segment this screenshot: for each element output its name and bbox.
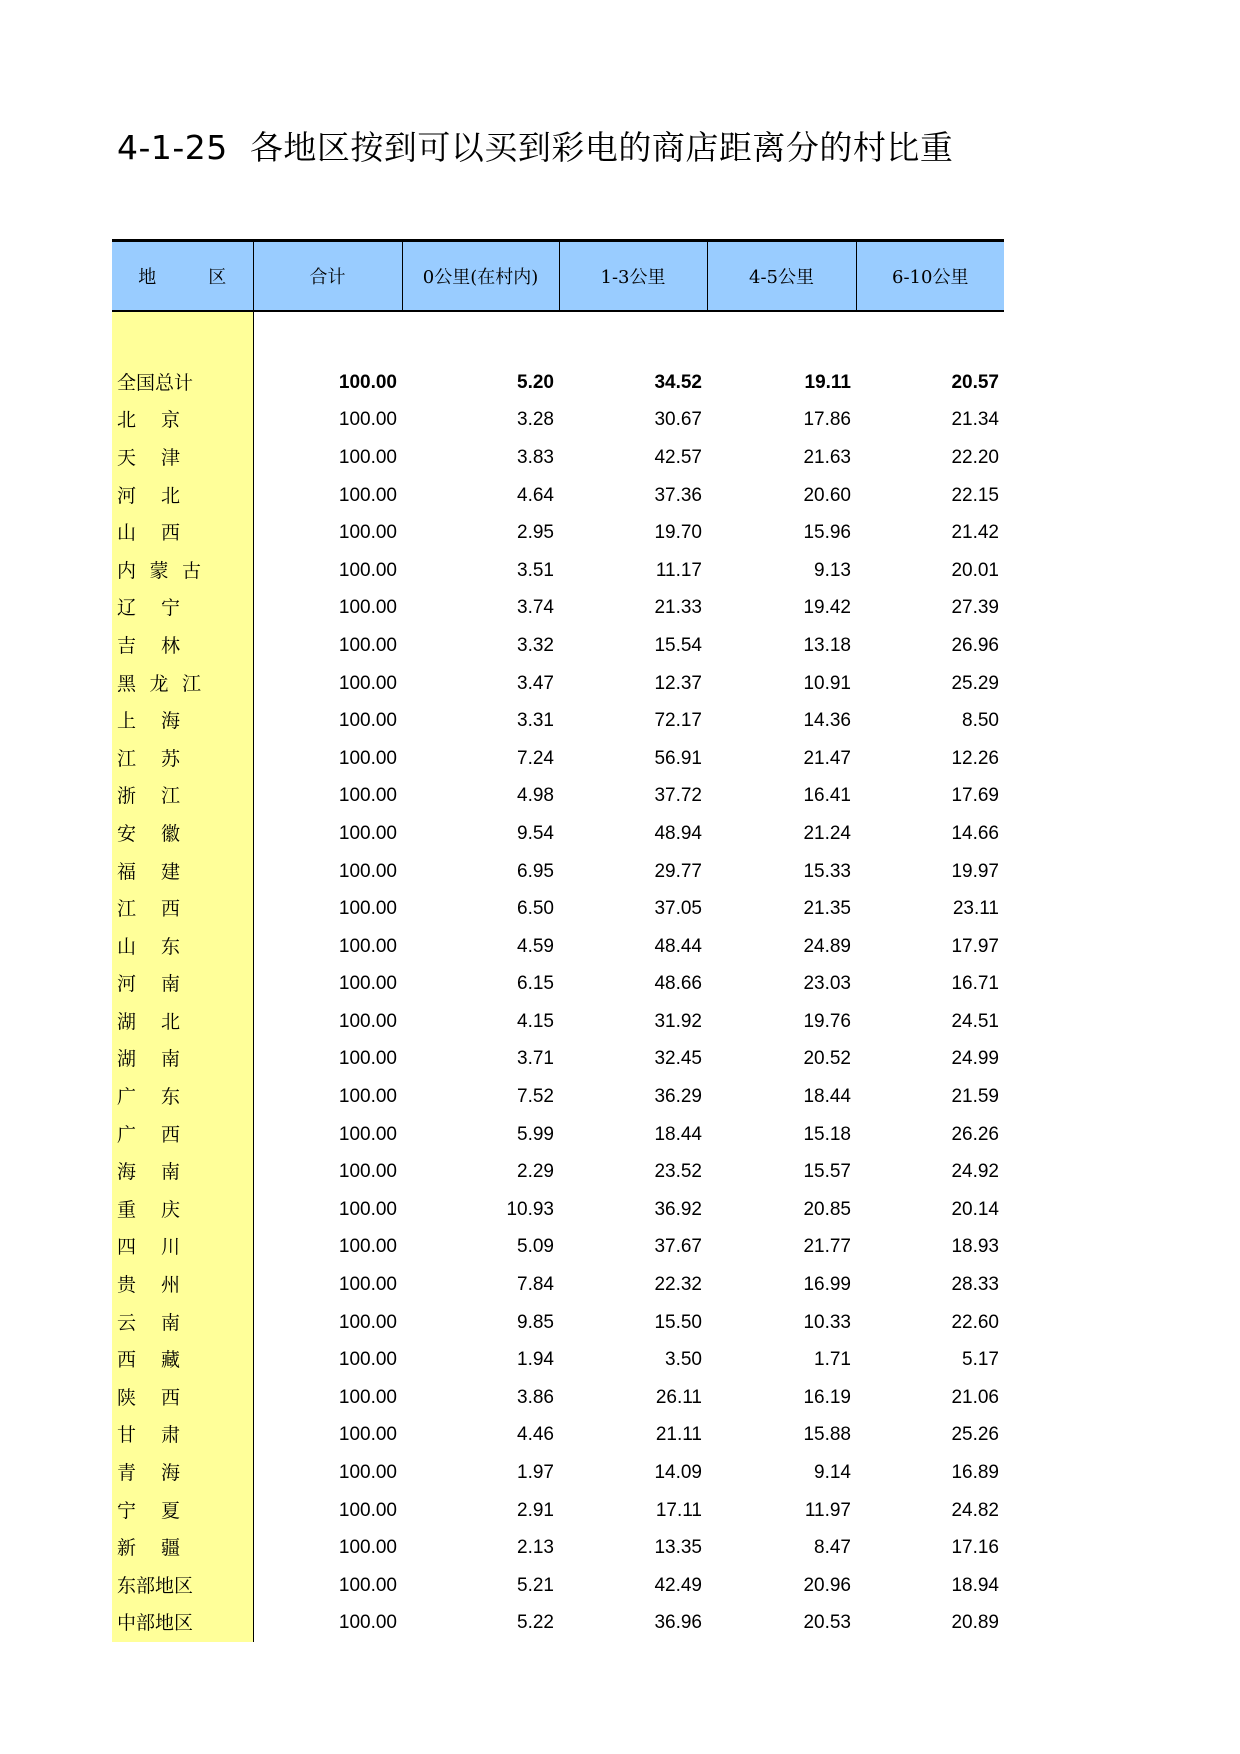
value-cell-total: 100.00 — [338, 1574, 397, 1596]
value-cell-d4-5: 19.11 — [804, 371, 851, 393]
region-cell — [112, 1266, 253, 1304]
table-row — [112, 402, 1004, 440]
region-cell — [112, 1379, 253, 1417]
value-cell-d6-10: 22.20 — [951, 446, 999, 468]
value-cell-total: 100.00 — [338, 1274, 397, 1296]
value-cell-d6-10: 24.92 — [951, 1161, 999, 1183]
value-cell-d1-3: 22.32 — [654, 1274, 702, 1296]
spacer-cell — [707, 311, 856, 364]
table-row — [112, 439, 1004, 477]
spacer-cell — [559, 311, 707, 364]
region-name: 重庆 — [117, 1198, 180, 1221]
value-cell-d4-5: 1.71 — [814, 1349, 851, 1371]
value-cell-d0: 4.46 — [517, 1424, 554, 1446]
table-row — [112, 590, 1004, 628]
region-name: 全国总计 — [117, 371, 194, 394]
table-row — [112, 1078, 1004, 1116]
value-cell-total: 100.00 — [338, 1161, 397, 1183]
data-table — [112, 239, 1004, 1642]
value-cell-d4-5: 19.42 — [803, 597, 851, 619]
value-cell-total: 100.00 — [338, 747, 397, 769]
region-cell — [112, 1003, 253, 1041]
region-cell — [112, 590, 253, 628]
table-row — [112, 665, 1004, 703]
value-cell-d1-3: 37.72 — [654, 785, 702, 807]
value-cell-total: 100.00 — [338, 1612, 397, 1634]
value-cell-d0: 3.28 — [517, 409, 554, 431]
table-row — [112, 1605, 1004, 1643]
value-cell-d4-5: 13.18 — [803, 634, 851, 656]
value-cell-d4-5: 16.19 — [803, 1386, 851, 1408]
region-cell — [112, 1605, 253, 1643]
value-cell-d6-10: 26.96 — [951, 634, 999, 656]
table-row — [112, 815, 1004, 853]
value-cell-d0: 6.15 — [517, 973, 554, 995]
region-cell — [112, 890, 253, 928]
value-cell-total: 100.00 — [338, 672, 397, 694]
value-cell-d0: 7.24 — [517, 747, 554, 769]
region-name: 中部地区 — [117, 1612, 194, 1635]
region-name: 北京 — [117, 409, 180, 432]
value-cell-d1-3: 18.44 — [654, 1123, 702, 1145]
value-cell-d6-10: 17.97 — [951, 935, 999, 957]
value-cell-d4-5: 10.33 — [803, 1311, 851, 1333]
spacer-cell — [856, 311, 1004, 364]
value-cell-d0: 4.98 — [517, 785, 554, 807]
value-cell-d0: 5.99 — [517, 1123, 554, 1145]
value-cell-d6-10: 20.57 — [951, 371, 999, 393]
region-cell — [112, 928, 253, 966]
region-name: 江苏 — [117, 747, 180, 770]
region-cell — [112, 1116, 253, 1154]
table-row — [112, 1116, 1004, 1154]
region-cell — [112, 1529, 253, 1567]
header-total: 合计 — [253, 241, 402, 312]
header-4-5km: 4-5公里 — [707, 241, 856, 312]
region-name: 浙江 — [117, 785, 180, 808]
table-row — [112, 514, 1004, 552]
value-cell-d0: 3.47 — [517, 672, 554, 694]
region-cell — [112, 1041, 253, 1079]
value-cell-d4-5: 21.47 — [803, 747, 851, 769]
value-cell-total: 100.00 — [338, 1499, 397, 1521]
value-cell-d6-10: 18.93 — [951, 1236, 999, 1258]
region-cell — [112, 402, 253, 440]
value-cell-total: 100.00 — [338, 1462, 397, 1484]
region-cell — [112, 1304, 253, 1342]
value-cell-d6-10: 20.89 — [951, 1612, 999, 1634]
value-cell-d1-3: 36.96 — [654, 1612, 702, 1634]
value-cell-total: 100.00 — [338, 634, 397, 656]
value-cell-d1-3: 34.52 — [654, 371, 702, 393]
value-cell-d1-3: 26.11 — [655, 1386, 702, 1408]
value-cell-d1-3: 56.91 — [654, 747, 702, 769]
region-cell — [112, 1492, 253, 1530]
value-cell-d6-10: 17.69 — [951, 785, 999, 807]
value-cell-d4-5: 14.36 — [803, 710, 851, 732]
value-cell-d0: 2.95 — [517, 522, 554, 544]
region-name: 天津 — [117, 446, 180, 469]
table-row — [112, 1567, 1004, 1605]
region-name: 云南 — [117, 1311, 180, 1334]
spacer-region-cell — [112, 311, 253, 364]
value-cell-d6-10: 14.66 — [951, 822, 999, 844]
value-cell-d4-5: 9.14 — [814, 1462, 851, 1484]
value-cell-d6-10: 26.26 — [951, 1123, 999, 1145]
value-cell-total: 100.00 — [338, 1010, 397, 1032]
value-cell-d1-3: 48.66 — [654, 973, 702, 995]
value-cell-d0: 1.94 — [517, 1349, 554, 1371]
value-cell-d1-3: 42.49 — [654, 1574, 702, 1596]
value-cell-d0: 3.32 — [517, 634, 554, 656]
value-cell-d0: 2.29 — [517, 1161, 554, 1183]
value-cell-total: 100.00 — [338, 1349, 397, 1371]
value-cell-d0: 3.51 — [517, 559, 554, 581]
value-cell-total: 100.00 — [338, 597, 397, 619]
table-row — [112, 740, 1004, 778]
region-cell — [112, 1567, 253, 1605]
value-cell-d0: 1.97 — [517, 1462, 554, 1484]
table-row — [112, 853, 1004, 891]
value-cell-d4-5: 20.53 — [803, 1612, 851, 1634]
value-cell-total: 100.00 — [338, 371, 397, 393]
value-cell-d0: 7.52 — [517, 1086, 554, 1108]
value-cell-d4-5: 21.24 — [803, 822, 851, 844]
value-cell-total: 100.00 — [338, 1198, 397, 1220]
value-cell-d6-10: 20.14 — [951, 1198, 999, 1220]
region-cell — [112, 1341, 253, 1379]
region-name: 湖南 — [117, 1048, 180, 1071]
region-name: 海南 — [117, 1161, 180, 1184]
value-cell-total: 100.00 — [338, 1537, 397, 1559]
table-row — [112, 627, 1004, 665]
value-cell-d0: 4.15 — [517, 1010, 554, 1032]
value-cell-d0: 3.71 — [517, 1048, 554, 1070]
region-cell — [112, 702, 253, 740]
region-name: 江西 — [117, 898, 180, 921]
value-cell-d0: 10.93 — [506, 1198, 554, 1220]
value-cell-d6-10: 21.34 — [951, 409, 999, 431]
value-cell-d4-5: 15.88 — [803, 1424, 851, 1446]
value-cell-d6-10: 27.39 — [951, 597, 999, 619]
value-cell-d4-5: 23.03 — [803, 973, 851, 995]
region-name: 宁夏 — [117, 1499, 180, 1522]
value-cell-total: 100.00 — [338, 973, 397, 995]
value-cell-total: 100.00 — [338, 409, 397, 431]
value-cell-total: 100.00 — [338, 1048, 397, 1070]
region-name: 辽宁 — [117, 597, 180, 620]
table-row — [112, 890, 1004, 928]
value-cell-d0: 3.74 — [517, 597, 554, 619]
value-cell-total: 100.00 — [338, 710, 397, 732]
region-cell — [112, 1078, 253, 1116]
spacer-cell — [253, 311, 402, 364]
value-cell-total: 100.00 — [338, 1123, 397, 1145]
value-cell-d0: 9.85 — [517, 1311, 554, 1333]
value-cell-d4-5: 16.41 — [803, 785, 851, 807]
region-name: 东部地区 — [117, 1574, 194, 1597]
header-region-part-b: 区 — [208, 267, 227, 288]
region-name: 河南 — [117, 973, 180, 996]
region-name: 陕西 — [117, 1386, 180, 1409]
value-cell-d1-3: 36.29 — [654, 1086, 702, 1108]
table-row — [112, 552, 1004, 590]
region-name: 新疆 — [117, 1537, 180, 1560]
value-cell-total: 100.00 — [338, 822, 397, 844]
region-cell — [112, 364, 253, 402]
region-name: 福建 — [117, 860, 180, 883]
value-cell-d6-10: 21.42 — [951, 522, 999, 544]
value-cell-d6-10: 17.16 — [951, 1537, 999, 1559]
value-cell-d1-3: 72.17 — [654, 710, 702, 732]
value-cell-d1-3: 36.92 — [654, 1198, 702, 1220]
region-cell — [112, 665, 253, 703]
value-cell-d1-3: 12.37 — [654, 672, 702, 694]
value-cell-d4-5: 20.85 — [803, 1198, 851, 1220]
value-cell-total: 100.00 — [338, 935, 397, 957]
value-cell-d0: 3.31 — [517, 710, 554, 732]
table-row — [112, 1492, 1004, 1530]
region-cell — [112, 815, 253, 853]
value-cell-d6-10: 25.26 — [951, 1424, 999, 1446]
region-name: 甘肃 — [117, 1424, 180, 1447]
value-cell-d6-10: 24.82 — [951, 1499, 999, 1521]
value-cell-d4-5: 10.91 — [803, 672, 851, 694]
region-name: 四川 — [117, 1236, 180, 1259]
value-cell-d1-3: 23.52 — [654, 1161, 702, 1183]
value-cell-d1-3: 3.50 — [665, 1349, 702, 1371]
region-cell — [112, 477, 253, 515]
region-cell — [112, 740, 253, 778]
value-cell-d6-10: 21.06 — [951, 1386, 999, 1408]
table-row — [112, 1191, 1004, 1229]
table-row — [112, 702, 1004, 740]
value-cell-d0: 5.21 — [517, 1574, 554, 1596]
region-name: 内蒙古 — [117, 559, 201, 582]
value-cell-d0: 3.83 — [517, 446, 554, 468]
value-cell-d1-3: 37.67 — [654, 1236, 702, 1258]
value-cell-d4-5: 24.89 — [803, 935, 851, 957]
value-cell-d0: 5.20 — [517, 371, 554, 393]
region-cell — [112, 1417, 253, 1455]
table-row — [112, 1529, 1004, 1567]
table-row — [112, 477, 1004, 515]
value-cell-d0: 5.22 — [517, 1612, 554, 1634]
value-cell-d0: 4.64 — [517, 484, 554, 506]
table-row — [112, 1304, 1004, 1342]
region-name: 黑龙江 — [117, 672, 201, 695]
value-cell-total: 100.00 — [338, 1424, 397, 1446]
value-cell-d0: 4.59 — [517, 935, 554, 957]
value-cell-d1-3: 21.11 — [655, 1424, 702, 1446]
region-name: 安徽 — [117, 822, 180, 845]
value-cell-total: 100.00 — [338, 446, 397, 468]
value-cell-d6-10: 24.99 — [951, 1048, 999, 1070]
table-row — [112, 966, 1004, 1004]
value-cell-d1-3: 48.44 — [654, 935, 702, 957]
region-cell — [112, 1229, 253, 1267]
region-name: 湖北 — [117, 1010, 180, 1033]
region-cell — [112, 966, 253, 1004]
region-name: 青海 — [117, 1462, 180, 1485]
value-cell-d6-10: 5.17 — [962, 1349, 999, 1371]
value-cell-d4-5: 20.60 — [803, 484, 851, 506]
value-cell-total: 100.00 — [338, 1386, 397, 1408]
region-cell — [112, 778, 253, 816]
region-name: 西藏 — [117, 1349, 180, 1372]
value-cell-d0: 3.86 — [517, 1386, 554, 1408]
table-row — [112, 364, 1004, 402]
value-cell-d4-5: 20.52 — [803, 1048, 851, 1070]
table-number: 4-1-25 — [117, 128, 228, 167]
value-cell-d6-10: 16.71 — [951, 973, 999, 995]
value-cell-d1-3: 37.05 — [654, 898, 702, 920]
value-cell-d1-3: 19.70 — [654, 522, 702, 544]
value-cell-d4-5: 9.13 — [814, 559, 851, 581]
value-cell-d0: 6.50 — [517, 898, 554, 920]
region-name: 山西 — [117, 522, 180, 545]
region-cell — [112, 514, 253, 552]
table-row — [112, 1041, 1004, 1079]
value-cell-d6-10: 21.59 — [951, 1086, 999, 1108]
region-name: 广东 — [117, 1086, 180, 1109]
value-cell-d4-5: 21.77 — [803, 1236, 851, 1258]
table-row — [112, 1266, 1004, 1304]
spacer-row — [112, 311, 1004, 364]
value-cell-d4-5: 11.97 — [804, 1499, 851, 1521]
value-cell-d1-3: 17.11 — [655, 1499, 702, 1521]
region-name: 贵州 — [117, 1274, 180, 1297]
value-cell-d6-10: 8.50 — [962, 710, 999, 732]
value-cell-d1-3: 13.35 — [654, 1537, 702, 1559]
value-cell-d4-5: 18.44 — [803, 1086, 851, 1108]
table-row — [112, 778, 1004, 816]
value-cell-d1-3: 30.67 — [654, 409, 702, 431]
region-name: 河北 — [117, 484, 180, 507]
value-cell-d6-10: 18.94 — [951, 1574, 999, 1596]
header-row — [112, 241, 1004, 312]
table-row — [112, 1341, 1004, 1379]
region-name: 山东 — [117, 935, 180, 958]
value-cell-total: 100.00 — [338, 522, 397, 544]
table-row — [112, 1153, 1004, 1191]
value-cell-total: 100.00 — [338, 1311, 397, 1333]
table-header — [112, 241, 1004, 312]
value-cell-d6-10: 24.51 — [951, 1010, 999, 1032]
header-6-10km: 6-10公里 — [856, 241, 1004, 312]
value-cell-d1-3: 48.94 — [654, 822, 702, 844]
table-row — [112, 1379, 1004, 1417]
value-cell-d6-10: 28.33 — [951, 1274, 999, 1296]
region-cell — [112, 853, 253, 891]
value-cell-d1-3: 21.33 — [654, 597, 702, 619]
header-1-3km: 1-3公里 — [559, 241, 707, 312]
value-cell-total: 100.00 — [338, 484, 397, 506]
table-row — [112, 1417, 1004, 1455]
value-cell-total: 100.00 — [338, 1086, 397, 1108]
region-name: 吉林 — [117, 634, 180, 657]
value-cell-d1-3: 37.36 — [654, 484, 702, 506]
value-cell-d6-10: 12.26 — [951, 747, 999, 769]
value-cell-d4-5: 8.47 — [814, 1537, 851, 1559]
header-region — [112, 241, 253, 312]
value-cell-d6-10: 23.11 — [952, 898, 999, 920]
table-title-text: 各地区按到可以买到彩电的商店距离分的村比重 — [249, 128, 954, 167]
region-cell — [112, 627, 253, 665]
value-cell-d6-10: 22.15 — [951, 484, 999, 506]
page-title — [117, 122, 953, 169]
value-cell-d6-10: 16.89 — [951, 1462, 999, 1484]
value-cell-d4-5: 15.18 — [803, 1123, 851, 1145]
region-cell — [112, 1153, 253, 1191]
value-cell-d1-3: 14.09 — [654, 1462, 702, 1484]
value-cell-d4-5: 15.57 — [803, 1161, 851, 1183]
header-region-part-a: 地 — [138, 267, 157, 288]
value-cell-d6-10: 19.97 — [951, 860, 999, 882]
value-cell-d4-5: 15.96 — [803, 522, 851, 544]
spacer-cell — [402, 311, 559, 364]
value-cell-total: 100.00 — [338, 898, 397, 920]
region-cell — [112, 439, 253, 477]
value-cell-d6-10: 25.29 — [951, 672, 999, 694]
value-cell-d1-3: 11.17 — [655, 559, 702, 581]
value-cell-d6-10: 20.01 — [951, 559, 999, 581]
value-cell-d0: 6.95 — [517, 860, 554, 882]
table-row — [112, 1003, 1004, 1041]
value-cell-d0: 9.54 — [517, 822, 554, 844]
value-cell-d4-5: 21.35 — [803, 898, 851, 920]
table-row — [112, 1454, 1004, 1492]
value-cell-d4-5: 20.96 — [803, 1574, 851, 1596]
value-cell-d0: 2.13 — [517, 1537, 554, 1559]
value-cell-total: 100.00 — [338, 785, 397, 807]
value-cell-d1-3: 15.54 — [654, 634, 702, 656]
value-cell-d4-5: 19.76 — [803, 1010, 851, 1032]
table-row — [112, 928, 1004, 966]
value-cell-d0: 2.91 — [517, 1499, 554, 1521]
region-cell — [112, 1191, 253, 1229]
region-name: 上海 — [117, 710, 180, 733]
region-cell — [112, 552, 253, 590]
value-cell-d4-5: 21.63 — [803, 446, 851, 468]
value-cell-d1-3: 31.92 — [654, 1010, 702, 1032]
region-name: 广西 — [117, 1123, 180, 1146]
table-body — [112, 311, 1004, 1642]
value-cell-total: 100.00 — [338, 1236, 397, 1258]
region-cell — [112, 1454, 253, 1492]
value-cell-d4-5: 16.99 — [803, 1274, 851, 1296]
value-cell-d1-3: 32.45 — [654, 1048, 702, 1070]
value-cell-d6-10: 22.60 — [951, 1311, 999, 1333]
value-cell-d4-5: 17.86 — [803, 409, 851, 431]
value-cell-total: 100.00 — [338, 860, 397, 882]
value-cell-d1-3: 29.77 — [654, 860, 702, 882]
header-0km: 0公里(在村内) — [402, 241, 559, 312]
value-cell-d1-3: 42.57 — [654, 446, 702, 468]
value-cell-d1-3: 15.50 — [654, 1311, 702, 1333]
value-cell-d4-5: 15.33 — [803, 860, 851, 882]
value-cell-d0: 7.84 — [517, 1274, 554, 1296]
value-cell-d0: 5.09 — [517, 1236, 554, 1258]
value-cell-total: 100.00 — [338, 559, 397, 581]
table-row — [112, 1229, 1004, 1267]
